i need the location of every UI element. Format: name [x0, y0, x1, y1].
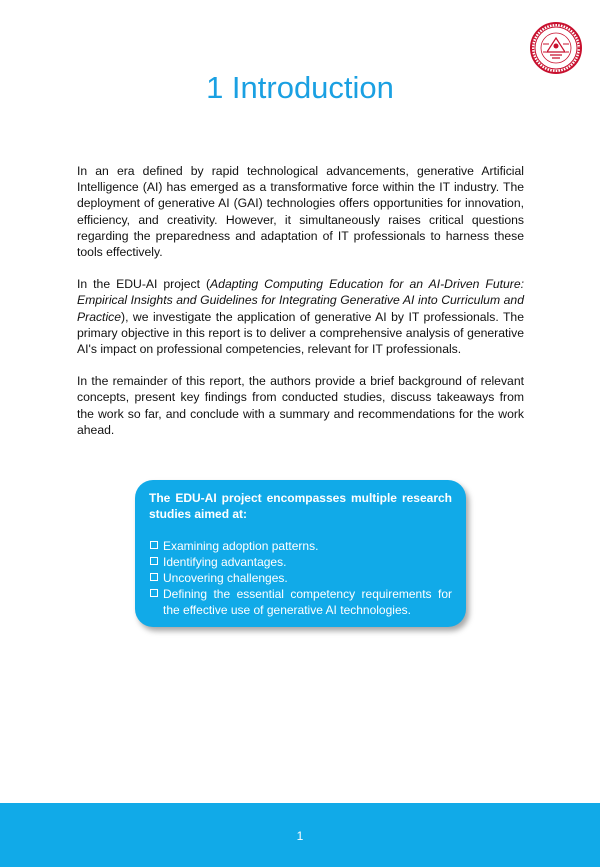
page-footer [0, 803, 600, 867]
project-full-title: Adapting Computing Education for an AI-Driven Future: Empirical Insights and Guidelines for Integrating Generative AI into Curriculum and Practice [77, 277, 524, 324]
checkbox-icon [150, 589, 158, 597]
list-item [149, 570, 452, 586]
list-item [149, 554, 452, 570]
body-text [77, 163, 524, 454]
intro-paragraph-3: In the remainder of this report, the authors provide a brief background of relevant concepts, present key findings from conducted studies, discuss takeaways from the work so far, and conclude with a summary and recommendations for the work ahead. [77, 374, 524, 437]
list-item [149, 586, 452, 618]
p2-after: ), we investigate the application of generative AI by IT professionals. The primary objective in this report is to deliver a comprehensive analysis of generative AI's impact on professional competencies, relevant for IT professionals. [77, 309, 524, 357]
list-item-text: Examining adoption patterns. [163, 539, 319, 553]
p2-before: In the EDU-AI project ( [77, 277, 211, 292]
intro-paragraph-1: In an era defined by rapid technological advancements, generative Artificial Intelligence (AI) has emerged as a transformative force within the IT industry. The deployment of generative AI (GAI) technologies offers opportunities for innovation, efficiency, and creativity. However, it simultaneously raises critical questions regarding the preparedness and adaptation of IT professionals to harness these tools effectively. [77, 164, 524, 260]
list-item-text: Defining the essential competency requirements for the effective use of generative AI technologies. [163, 587, 452, 617]
university-seal-icon [530, 22, 582, 74]
checkbox-icon [150, 557, 158, 565]
page-number: 1 [296, 829, 304, 843]
list-item [149, 538, 452, 554]
intro-paragraph-2 [77, 276, 524, 357]
checkbox-icon [150, 541, 158, 549]
callout-box [135, 480, 466, 627]
list-item-text: Uncovering challenges. [163, 571, 288, 585]
callout-heading: The EDU-AI project encompasses multiple research studies aimed at: [149, 491, 452, 521]
page-title: 1 Introduction [206, 70, 394, 105]
checkbox-icon [150, 573, 158, 581]
callout-list [149, 538, 452, 618]
list-item-text: Identifying advantages. [163, 555, 287, 569]
